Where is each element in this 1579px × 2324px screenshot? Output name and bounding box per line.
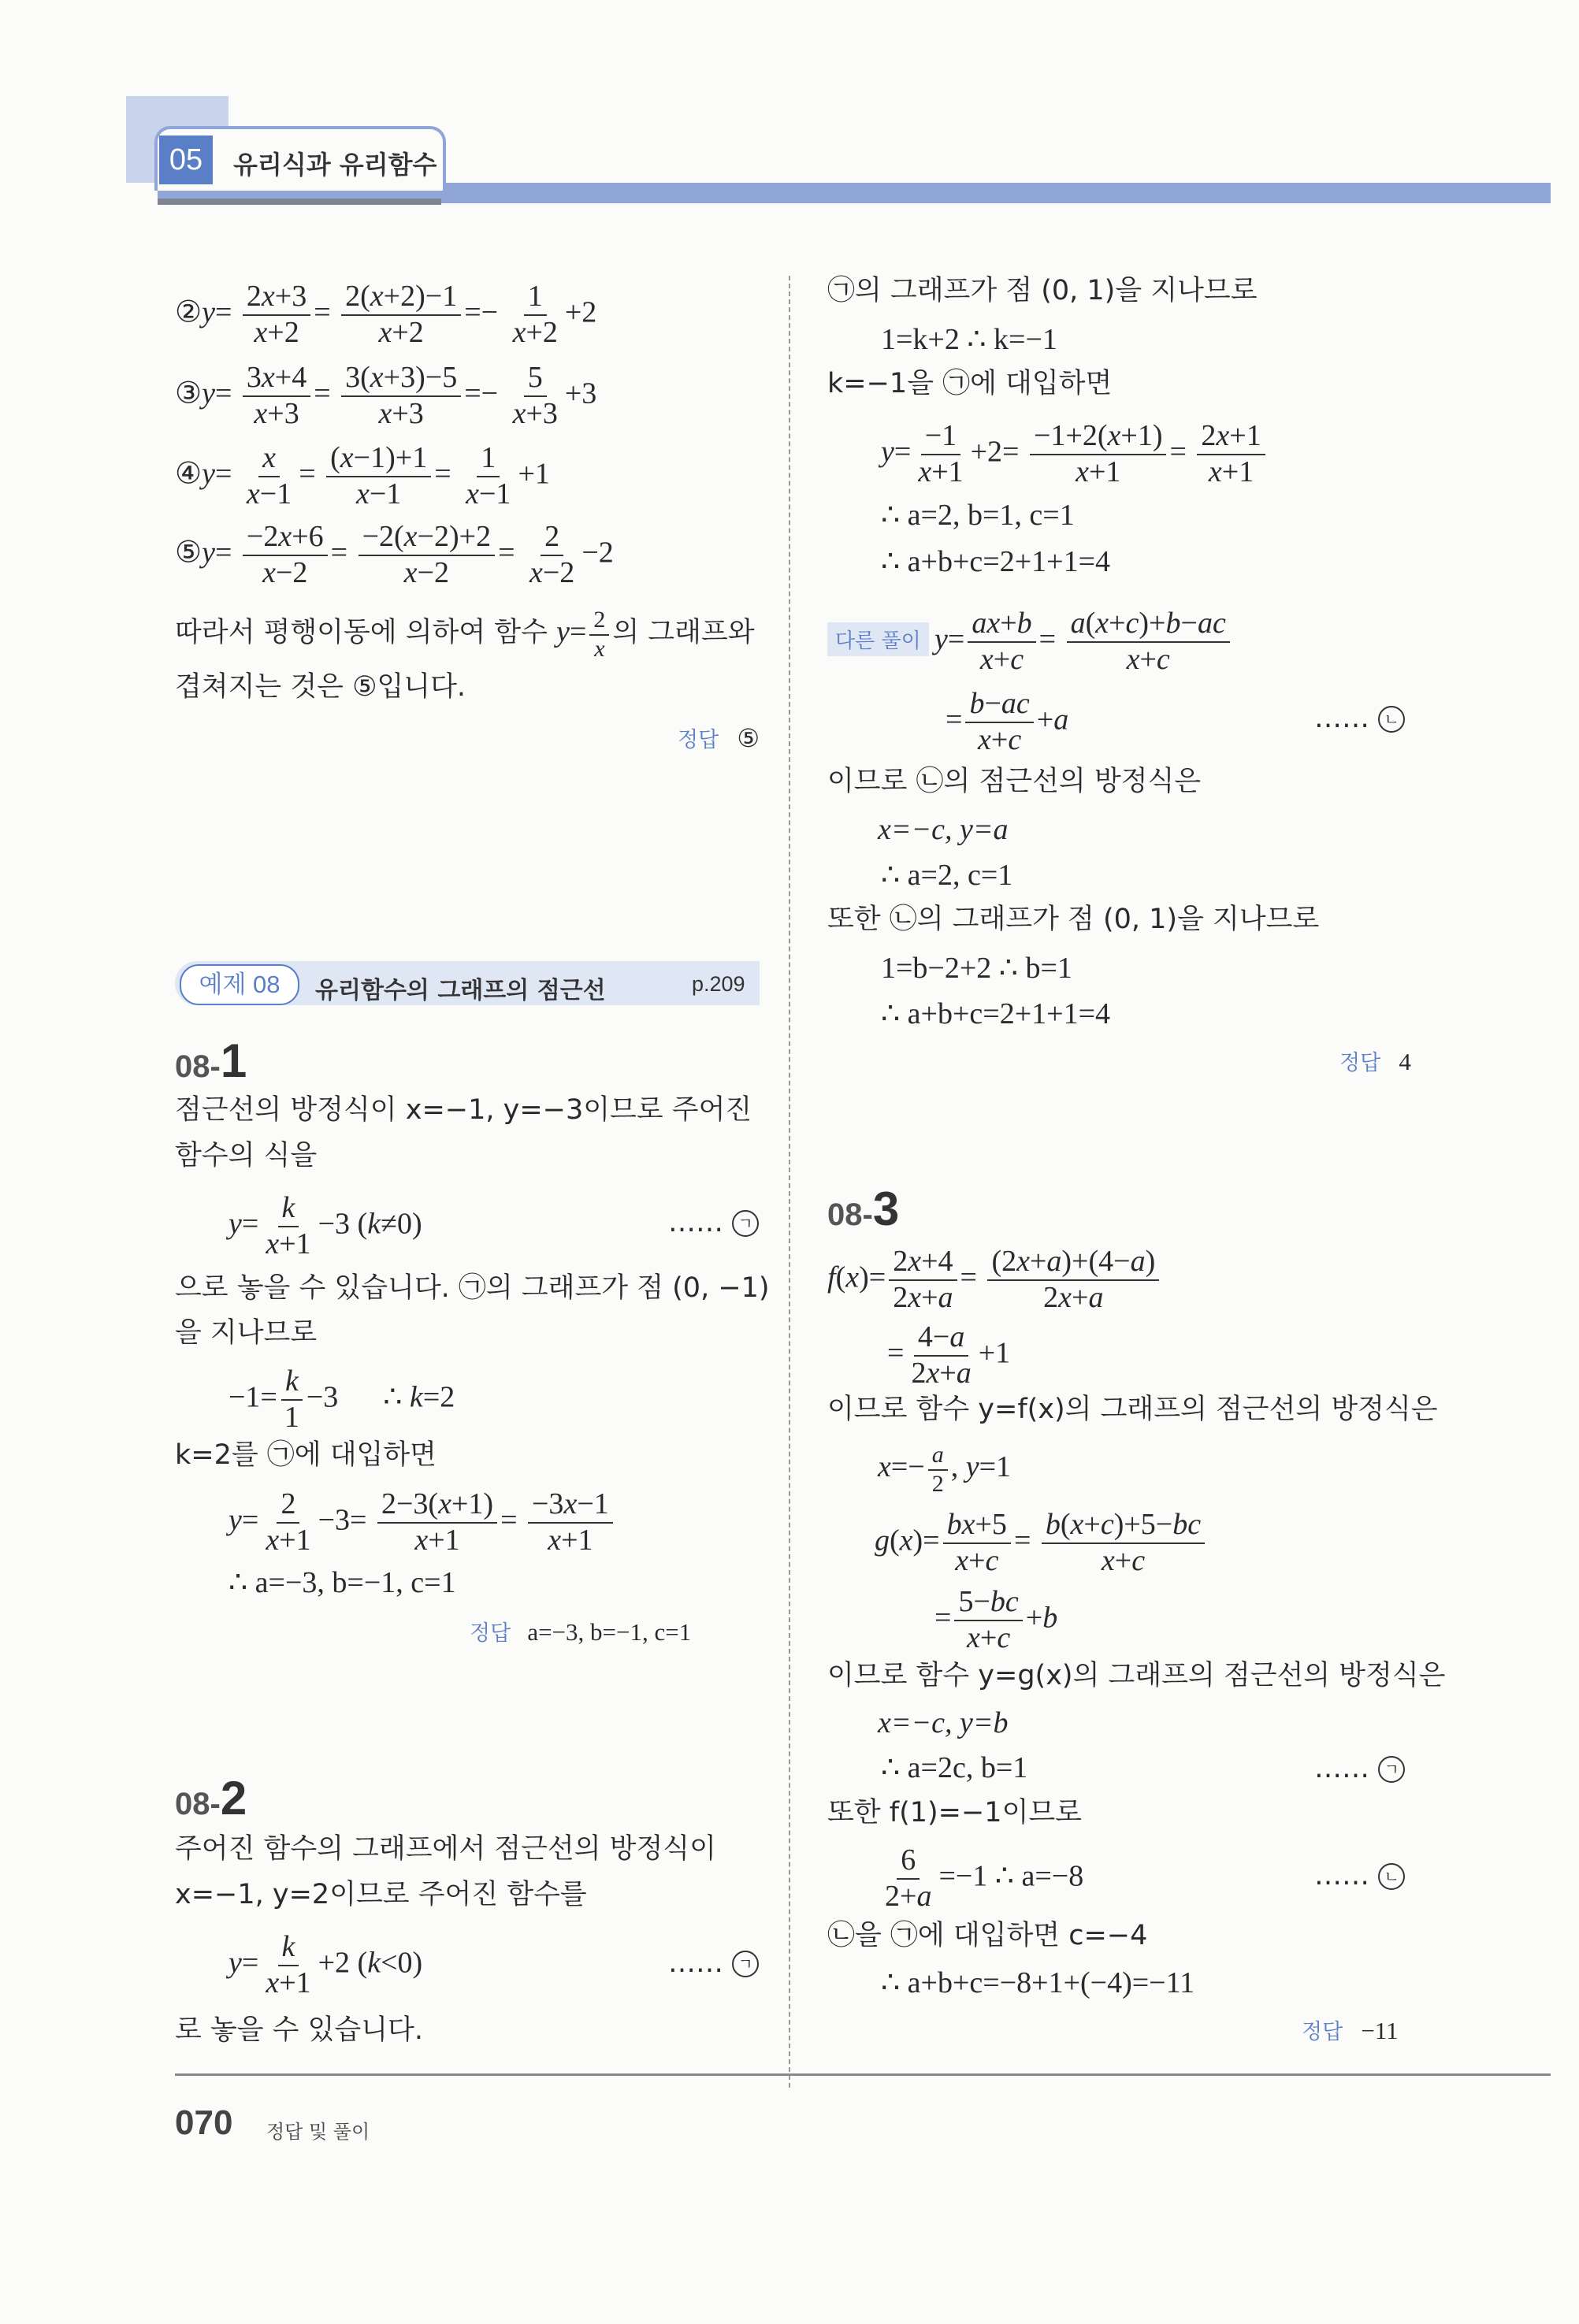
p083-t2: 이므로 함수 y=g(x)의 그래프의 점근선의 방정식은 — [827, 1660, 1446, 1691]
r-l6: ∴ a+b+c=2+1+1=4 — [881, 545, 1110, 578]
r-l11: 또한 ㉡의 그래프가 점 (0, 1)을 지나므로 — [827, 904, 1320, 935]
footer-rule — [175, 2073, 1551, 2076]
p081-result: y= $\frac{2}{x+1}$ −3= $\frac{2-3(x+1)}{x+1}$ = $\frac{-3x-1}{x+1}$ — [228, 1487, 616, 1557]
r-alt-eq1: y= $\frac{ax+b}{x+c}$ = $\frac{a(x+c)+b-ac}{x+c}$ — [934, 607, 1233, 677]
eq2: ②y= $\frac{2x+3}{x+2}$ = $\frac{2(x+2)-1}{x+2}$ =− $\frac{1}{x+2}$ +2 — [175, 280, 597, 349]
r-l3: k=−1을 ㉠에 대입하면 — [827, 368, 1113, 399]
example-title: 유리함수의 그래프의 점근선 — [315, 977, 606, 1004]
r-l12: 1=b−2+2 ∴ b=1 — [881, 952, 1072, 985]
p081-text5: k=2를 ㉠에 대입하면 — [175, 1439, 437, 1471]
p081-text2: 함수의 식을 — [175, 1140, 318, 1171]
conclusion-line1: 따라서 평행이동에 의하여 함수 y= $\frac{2}{x}$ 의 그래프와 — [175, 607, 755, 662]
p082-text3: 로 놓을 수 있습니다. — [175, 2014, 423, 2046]
p083-t6-row: $\frac{6}{2+a}$ =−1 ∴ a=−8 — [885, 1843, 1084, 1913]
footer-label: 정답 및 풀이 — [266, 2121, 370, 2143]
chapter-title: 유리식과 유리함수 — [233, 150, 437, 180]
p082-marker1: …… ㄱ — [668, 1950, 759, 1977]
eq5: ⑤y= $\frac{-2x+6}{x-2}$ = $\frac{-2(x-2)+2}{x-2}$ = $\frac{2}{x-2}$ −2 — [175, 520, 614, 589]
r-l9: x=−c, y=a — [878, 813, 1009, 846]
problem-08-3-heading: 08-3 — [827, 1182, 900, 1235]
r-l2: 1=k+2 ∴ k=−1 — [881, 323, 1057, 356]
p083-t7: ㉡을 ㉠에 대입하면 c=−4 — [827, 1920, 1148, 1951]
p083-t5: 또한 f(1)=−1이므로 — [827, 1797, 1082, 1828]
example-page: p.209 — [692, 972, 745, 996]
r-l8: 이므로 ㉡의 점근선의 방정식은 — [827, 766, 1202, 797]
chapter-number: 05 — [159, 136, 213, 184]
eq4: ④y= $\frac{x}{x-1}$ = $\frac{(x-1)+1}{x-1}$ = $\frac{1}{x-1}$ +1 — [175, 441, 550, 510]
answer-eq: 정답 ⑤ — [678, 723, 760, 753]
r-l1: ㉠의 그래프가 점 (0, 1)을 지나므로 — [827, 275, 1258, 306]
r-l10: ∴ a=2, c=1 — [881, 859, 1013, 892]
p081-marker1: …… ㄱ — [668, 1209, 759, 1237]
r-l4: y= $\frac{-1}{x+1}$ +2= $\frac{-1+2(x+1)}{x+1}$ = $\frac{2x+1}{x+1}$ — [881, 419, 1269, 489]
p083-marker1: …… ㄱ — [1314, 1755, 1405, 1783]
header-gray-band — [158, 199, 441, 205]
problem-08-1-heading: 08-1 — [175, 1034, 247, 1087]
header — [0, 0, 1579, 213]
p081-formula: y= $\frac{k}{x+1}$ −3 (k≠0) — [228, 1191, 422, 1260]
alt-solution-label: 다른 풀이 — [827, 622, 929, 656]
p083-asymptote-f: x=− $\frac{a}{2}$ , y=1 — [878, 1442, 1012, 1497]
example-tag: 예제 08 — [180, 964, 299, 1005]
r-marker2: …… ㄴ — [1314, 705, 1405, 733]
p083-t8: ∴ a+b+c=−8+1+(−4)=−11 — [881, 1966, 1195, 1999]
column-divider — [789, 276, 790, 2088]
p081-text4: 을 지나므로 — [175, 1317, 318, 1349]
eq3: ③y= $\frac{3x+4}{x+3}$ = $\frac{3(x+3)-5}{x+3}$ =− $\frac{5}{x+3}$ +3 — [175, 361, 597, 430]
p083-t3: x=−c, y=b — [878, 1706, 1009, 1739]
r-alt-eq2: = $\frac{b-ac}{x+c}$ +a — [946, 687, 1069, 756]
p083-marker2: …… ㄴ — [1314, 1862, 1405, 1890]
p081-answer: 정답 a=−3, b=−1, c=1 — [470, 1618, 692, 1646]
r-l5: ∴ a=2, b=1, c=1 — [881, 499, 1075, 532]
p081-substitution: −1= $\frac{k}{1}$ −3 ∴ k=2 — [228, 1364, 455, 1434]
r-answer: 정답 4 — [1339, 1048, 1411, 1075]
p081-text3: 으로 놓을 수 있습니다. ㉠의 그래프가 점 (0, −1) — [175, 1272, 770, 1304]
p083-answer: 정답 −11 — [1302, 2017, 1399, 2044]
conclusion-line2: 겹쳐지는 것은 ⑤입니다. — [175, 671, 466, 703]
page-number: 070 — [175, 2103, 233, 2142]
p081-text1: 점근선의 방정식이 x=−1, y=−3이므로 주어진 — [175, 1094, 752, 1126]
p083-f-eq1: f(x)= $\frac{2x+4}{2x+a}$ = $\frac{(2x+a)+(4-a)}{2x+a}$ — [827, 1245, 1162, 1315]
p083-f-eq2: = $\frac{4-a}{2x+a}$ +1 — [887, 1320, 1011, 1390]
p083-t1: 이므로 함수 y=f(x)의 그래프의 점근선의 방정식은 — [827, 1394, 1438, 1425]
p082-text1: 주어진 함수의 그래프에서 점근선의 방정식이 — [175, 1833, 716, 1865]
r-l13: ∴ a+b+c=2+1+1=4 — [881, 997, 1110, 1030]
problem-08-2-heading: 08-2 — [175, 1772, 247, 1825]
p082-formula: y= $\frac{k}{x+1}$ +2 (k<0) — [228, 1930, 423, 1999]
p083-g-eq1: g(x)= $\frac{bx+5}{x+c}$ = $\frac{b(x+c)+5-bc}{x+c}$ — [875, 1508, 1208, 1578]
p083-g-eq2: = $\frac{5-bc}{x+c}$ +b — [934, 1585, 1058, 1654]
p081-therefore: ∴ a=−3, b=−1, c=1 — [228, 1566, 456, 1599]
p083-t4: ∴ a=2c, b=1 — [881, 1751, 1028, 1784]
p082-text2: x=−1, y=2이므로 주어진 함수를 — [175, 1879, 587, 1910]
